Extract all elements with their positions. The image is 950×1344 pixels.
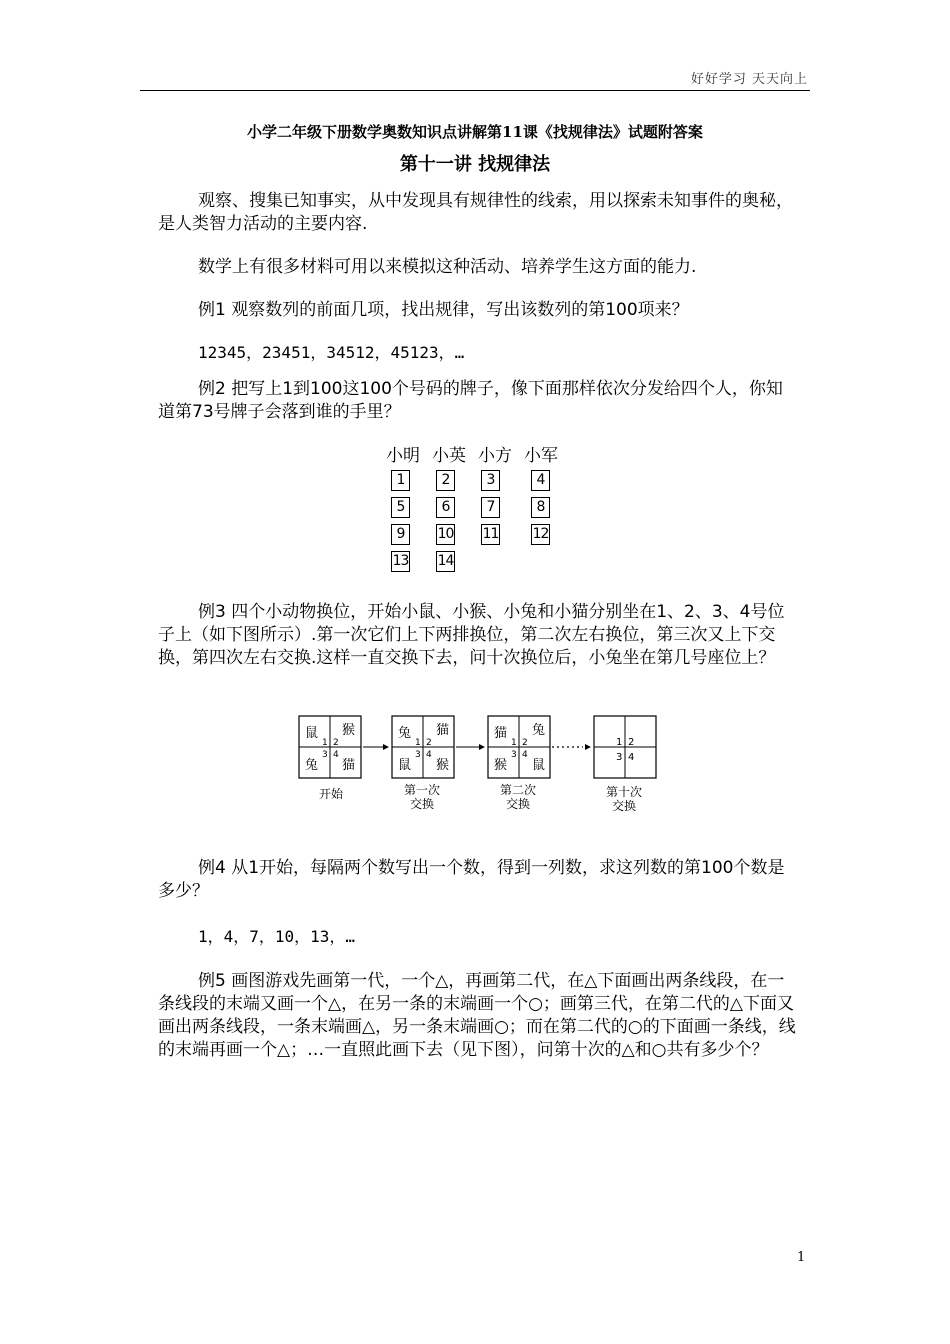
seat-number-3: 3 <box>511 750 517 760</box>
name-xiaojun: 小军 <box>524 446 558 466</box>
example-3-question: 例3 四个小动物换位，开始小鼠、小猴、小兔和小猫分别坐在1、2、3、4号位子上（如下图所示）.第一次它们上下两排换位，第二次左右换位，第三次又上下交换，第四次左右交换.这样一直交换下去，问十次换位后，小兔坐在第几号座位上？ <box>158 602 785 668</box>
seat-number-1: 1 <box>511 738 517 748</box>
seat-number-4: 4 <box>522 750 528 760</box>
intro-paragraph-1: 观察、搜集已知事实，从中发现具有规律性的线索，用以探索未知事件的奥秘，是人类智力活动的主要内容. <box>158 191 793 234</box>
example-5-question: 例5 画图游戏先画第一代，一个△，再画第二代，在△下面画出两条线段，在一条线段的末端又画一个△，在另一条的末端画一个○；画第三代，在第二代的△下面又画出两条线段，一条末端画△，另一条末端画○；而在第二代的○的下面画一条线，线的末端再画一个△；…一直照此画下去（见下图），问第十次的△和○共有多少个？ <box>158 971 796 1060</box>
example-4-sequence: 1，4，7，10，13，… <box>198 927 356 946</box>
caption-second-swap-line1: 第二次 <box>500 783 537 797</box>
seat-number-1: 1 <box>415 738 421 748</box>
name-xiaofang: 小方 <box>478 446 512 466</box>
card-10: 10 <box>436 524 455 545</box>
arrow-1 <box>363 744 389 750</box>
seat-number-2: 2 <box>333 738 339 748</box>
animal-mouse: 鼠 <box>398 758 412 773</box>
seat-number-2: 2 <box>522 738 528 748</box>
seat-box-first-swap <box>392 716 454 811</box>
example-2-question: 例2 把写上1到100这100个号码的牌子，像下面那样依次分发给四个人，你知道第73号牌子会落到谁的手里？ <box>158 379 783 422</box>
animal-cat: 猫 <box>494 726 508 741</box>
seat-number-3: 3 <box>415 750 421 760</box>
seat-number-4: 4 <box>628 752 635 763</box>
seat-number-4: 4 <box>333 750 339 760</box>
dotted-arrow <box>552 744 591 750</box>
seat-number-1: 1 <box>322 738 328 748</box>
caption-tenth-swap-line1: 第十次 <box>606 785 643 799</box>
seat-number-2: 2 <box>426 738 432 748</box>
animal-cat: 猫 <box>436 723 450 738</box>
card-7: 7 <box>481 497 500 518</box>
header-rule <box>140 90 810 91</box>
seat-box-tenth-swap <box>594 716 656 813</box>
seat-box-start <box>299 716 361 801</box>
lecture-title: 第十一讲 找规律法 <box>399 154 551 175</box>
seat-number-1: 1 <box>616 737 623 748</box>
header-text: 好好学习 天天向上 <box>690 72 808 87</box>
caption-tenth-swap-line2: 交换 <box>612 799 637 813</box>
card-12: 12 <box>531 524 550 545</box>
name-xiaoying: 小英 <box>432 446 466 466</box>
page-number: 1 <box>797 1250 806 1265</box>
seat-swap-diagram <box>296 713 661 823</box>
card-3: 3 <box>481 470 500 491</box>
card-6: 6 <box>436 497 455 518</box>
seat-number-3: 3 <box>616 752 623 763</box>
intro-paragraph-2: 数学上有很多材料可用以来模拟这种活动、培养学生这方面的能力. <box>198 257 697 277</box>
card-9: 9 <box>391 524 410 545</box>
animal-mouse: 鼠 <box>532 758 546 773</box>
animal-monkey: 猴 <box>342 723 356 738</box>
caption-start: 开始 <box>319 787 344 801</box>
example-1-sequence: 12345，23451，34512，45123，… <box>198 343 465 362</box>
animal-monkey: 猴 <box>436 758 450 773</box>
caption-second-swap-line2: 交换 <box>506 797 531 811</box>
seat-number-4: 4 <box>426 750 432 760</box>
card-4: 4 <box>531 470 550 491</box>
card-11: 11 <box>481 524 500 545</box>
example-1-question: 例1 观察数列的前面几项，找出规律，写出该数列的第100项来？ <box>198 300 689 320</box>
animal-rabbit: 兔 <box>305 758 319 773</box>
animal-monkey: 猴 <box>494 758 508 773</box>
seat-box-second-swap <box>488 716 550 811</box>
animal-mouse: 鼠 <box>305 726 319 741</box>
name-xiaoming: 小明 <box>386 446 420 466</box>
card-1: 1 <box>391 470 410 491</box>
example-4-question: 例4 从1开始，每隔两个数写出一个数，得到一列数，求这列数的第100个数是多少？ <box>158 858 785 901</box>
animal-rabbit: 兔 <box>398 726 412 741</box>
card-14: 14 <box>436 551 455 572</box>
card-8: 8 <box>531 497 550 518</box>
caption-first-swap-line2: 交换 <box>410 797 435 811</box>
seat-number-3: 3 <box>322 750 328 760</box>
card-5: 5 <box>391 497 410 518</box>
animal-rabbit: 兔 <box>532 723 546 738</box>
animal-cat: 猫 <box>342 758 356 773</box>
example-2-names <box>386 441 570 466</box>
card-grid <box>388 470 563 575</box>
card-2: 2 <box>436 470 455 491</box>
card-13: 13 <box>391 551 410 572</box>
arrow-2 <box>456 744 485 750</box>
document-title: 小学二年级下册数学奥数知识点讲解第11课《找规律法》试题附答案 <box>247 123 703 141</box>
caption-first-swap-line1: 第一次 <box>404 783 441 797</box>
seat-number-2: 2 <box>628 737 635 748</box>
